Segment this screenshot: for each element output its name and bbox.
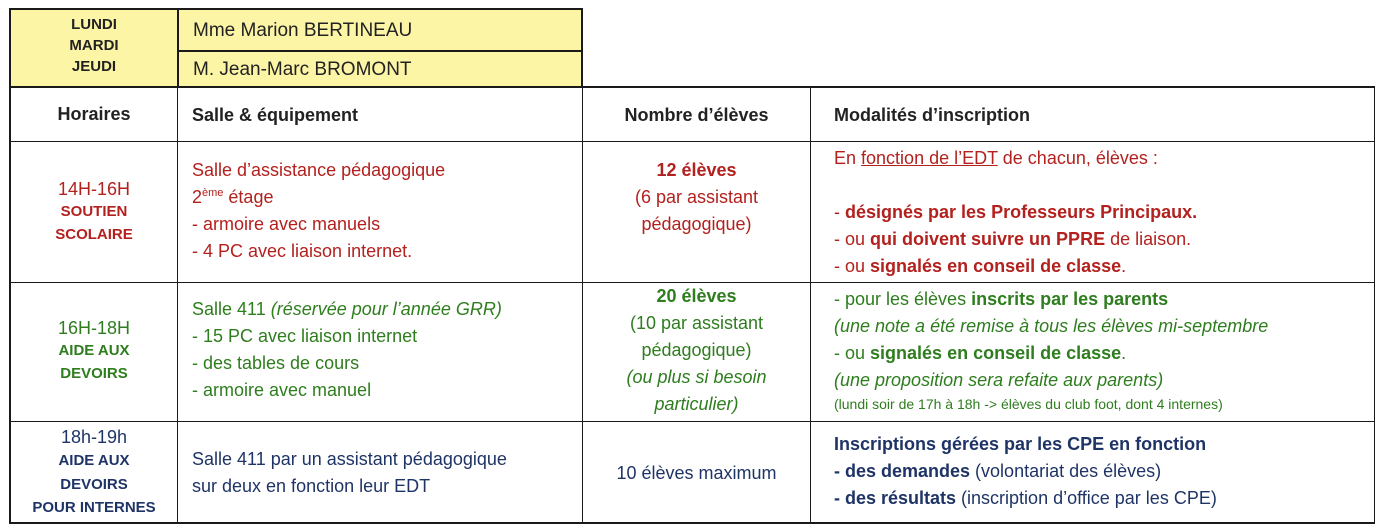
day-mardi: MARDI — [69, 37, 119, 54]
rule — [9, 8, 11, 88]
row2-salle-line3: - des tables de cours — [192, 353, 360, 373]
row2-label1: AIDE AUX — [58, 342, 130, 359]
row2-nombre-sub1: (10 par assistant — [629, 313, 764, 333]
row2-horaire — [11, 317, 177, 385]
row2-mod-line4: (une proposition sera refaite aux parents) — [834, 370, 1164, 390]
row1-nombre-main: 12 élèves — [656, 160, 737, 180]
row1-salle — [192, 157, 445, 265]
row1-salle-line1: Salle d’assistance pédagogique — [192, 160, 446, 180]
rule — [9, 86, 1375, 88]
row3-nombre: 10 élèves maximum — [616, 463, 777, 483]
row3-label1: AIDE AUX — [58, 452, 130, 469]
staff-name-2: M. Jean-Marc BROMONT — [193, 59, 412, 80]
rule — [810, 86, 811, 524]
row2-mod-line3: - ou signalés en conseil de classe. — [834, 343, 1127, 363]
row1-salle-line3: - armoire avec manuels — [192, 214, 381, 234]
row2-mod-line2: (une note a été remise à tous les élèves mi-septembre — [834, 316, 1269, 336]
header-modalites: Modalités d’inscription — [834, 105, 1031, 125]
row1-nombre-sub1: (6 par assistant — [634, 187, 759, 207]
row1-modalites — [834, 145, 1197, 280]
rule — [179, 50, 583, 52]
rule — [177, 8, 179, 88]
staff-name-1: Mme Marion BERTINEAU — [193, 20, 413, 41]
row3-mod-line2: - des demandes (volontariat des élèves) — [834, 461, 1162, 481]
row3-label3: POUR INTERNES — [32, 499, 156, 516]
row1-mod-line4: - ou signalés en conseil de classe. — [834, 256, 1127, 276]
row2-salle-line2: - 15 PC avec liaison internet — [192, 326, 418, 346]
rule — [9, 141, 1375, 142]
row3-salle — [192, 446, 507, 500]
row1-label1: SOUTIEN — [60, 203, 128, 220]
rule — [177, 86, 178, 524]
row2-nombre-sub4: particulier) — [654, 394, 739, 414]
row3-salle-line2: sur deux en fonction leur EDT — [192, 476, 431, 496]
row1-time: 14H-16H — [57, 179, 131, 199]
rule — [1374, 86, 1375, 524]
row1-horaire — [11, 178, 177, 246]
row1-mod-line1: En fonction de l’EDT de chacun, élèves : — [834, 148, 1158, 168]
rule — [581, 8, 583, 88]
row3-time: 18h-19h — [60, 427, 128, 447]
rule — [9, 522, 1375, 524]
row2-modalites — [834, 286, 1268, 414]
row1-nombre — [583, 157, 810, 238]
row2-salle-line4: - armoire avec manuel — [192, 380, 372, 400]
header-salle: Salle & équipement — [192, 105, 359, 125]
row2-salle — [192, 296, 502, 404]
row1-salle-floor: 2ème étage — [192, 187, 274, 207]
header-horaires: Horaires — [57, 104, 131, 124]
row1-mod-line3: - ou qui doivent suivre un PPRE de liaison. — [834, 229, 1192, 249]
row2-nombre-sub2: pédagogique) — [641, 340, 752, 360]
row1-nombre-sub2: pédagogique) — [641, 214, 752, 234]
row3-label2: DEVOIRS — [60, 476, 128, 493]
row3-mod-line3: - des résultats (inscription d’office par les CPE) — [834, 488, 1217, 508]
row2-nombre-sub3: (ou plus si besoin — [626, 367, 767, 387]
header-nombre: Nombre d’élèves — [624, 105, 769, 125]
row3-mod-line1: Inscriptions gérées par les CPE en fonction — [834, 434, 1207, 454]
row3-horaire — [11, 425, 177, 519]
day-jeudi: JEUDI — [71, 58, 117, 75]
row2-label2: DEVOIRS — [60, 365, 128, 382]
row2-mod-line5: (lundi soir de 17h à 18h -> élèves du club foot, dont 4 internes) — [834, 396, 1223, 412]
row1-label2: SCOLAIRE — [55, 226, 133, 243]
row1-salle-line4: - 4 PC avec liaison internet. — [192, 241, 413, 261]
row2-nombre — [583, 283, 810, 418]
row3-modalites — [834, 431, 1217, 512]
rule — [9, 8, 583, 10]
row2-salle-line1: Salle 411 (réservée pour l’année GRR) — [192, 299, 502, 319]
row2-mod-line1: - pour les élèves inscrits par les parents — [834, 289, 1169, 309]
row1-mod-line2: - désignés par les Professeurs Principaux. — [834, 202, 1198, 222]
row3-salle-line1: Salle 411 par un assistant pédagogique — [192, 449, 507, 469]
day-lundi: LUNDI — [71, 16, 117, 33]
days-list — [11, 14, 177, 77]
row2-nombre-main: 20 élèves — [656, 286, 737, 306]
rule — [9, 421, 1375, 422]
row2-time: 16H-18H — [57, 318, 131, 338]
